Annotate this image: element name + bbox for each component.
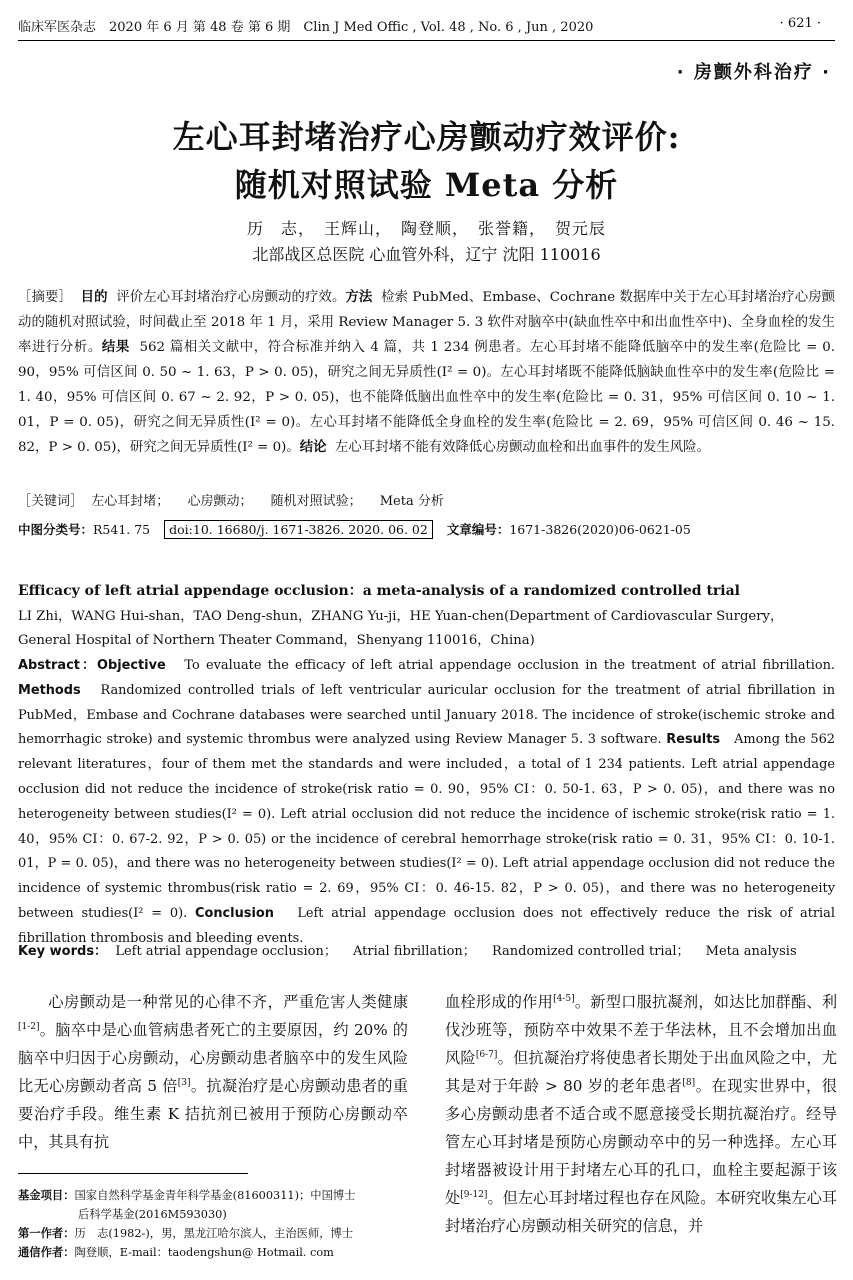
footnote-divider — [18, 1173, 248, 1174]
doi-box: doi:10. 16680/j. 1671-3826. 2020. 06. 02 — [164, 520, 433, 539]
first-author-label: 第一作者： — [18, 1227, 75, 1240]
methods-label: 方法 — [345, 290, 373, 305]
footnote-corresponding-author — [18, 1243, 418, 1262]
objective-text: 评价左心耳封堵治疗心房颤动的疗效。 — [116, 290, 346, 305]
keyword-en: Atrial fibrillation； — [352, 944, 476, 959]
body-text: 。但左心耳封堵过程也存在风险。本研究收集左心耳封堵治疗心房颤动相关研究的信息，并 — [445, 1189, 838, 1235]
citation: [1-2] — [18, 1021, 40, 1032]
objective-label-en: Objective — [97, 658, 166, 673]
results-label-en: Results — [666, 732, 721, 748]
objective-label: 目的 — [80, 290, 108, 305]
objective-text-en: To evaluate the efficacy of left atrial appendage occlusion in the treatment of atrial fibrillation. — [184, 658, 835, 673]
first-author-text: 历 志(1982-)，男，黑龙江哈尔滨人，主治医师，博士 — [74, 1227, 354, 1240]
body-text: 。在现实世界中，很多心房颤动患者不适合或不愿意接受长期抗凝治疗。经导管左心耳封堵是预防心房颤动卒中的另一种选择。左心耳封堵器被设计用于封堵左心耳的孔口，血栓主要起源于该处 — [445, 1077, 837, 1207]
body-text: 血栓形成的作用 — [445, 993, 554, 1011]
corresponding-label: 通信作者： — [18, 1246, 75, 1259]
body-text: 。脑卒中是心血管病患者死亡的主要原因，约 20% 的脑卒中归因于心房颤动，心房颤动患者脑卒中的发生风险比无心房颤动者高 5 倍 — [18, 1021, 408, 1095]
keyword: 心房颤动； — [187, 494, 253, 509]
abstract-label: ［摘要］ — [18, 290, 72, 305]
clc-number: R541. 75 — [93, 522, 151, 537]
body-column-left — [18, 988, 408, 1156]
article-title-line-2: 随机对照试验 Meta 分析 — [234, 166, 619, 204]
keyword-en: Meta analysis — [705, 944, 797, 959]
clc-label: 中图分类号： — [18, 522, 94, 537]
article-number: 1671-3826(2020)06-0621-05 — [509, 522, 691, 537]
keyword-en: Randomized controlled trial； — [491, 944, 690, 959]
body-text: 。但抗凝治疗将使患者长期处于出血风险之中，尤其是对于年龄 > 80 岁的老年患者 — [445, 1049, 838, 1095]
citation: [9-12] — [460, 1189, 488, 1200]
footnote-fund — [18, 1186, 418, 1205]
conclusion-label-en: Conclusion — [195, 905, 274, 921]
results-label: 结果 — [101, 340, 130, 355]
methods-text-en: Randomized controlled trials of left ventricular auricular occlusion for the treatment of atrial fibrillation in PubMed，Embase and Cochrane databases were searched until January 2018. The incidence of stroke(ischemic stroke and hemorrhagic stroke) and systemic thrombus were analyzed using Review Manager 5. 3 software. — [18, 682, 835, 748]
article-number-label: 文章编号： — [446, 522, 510, 537]
corresponding-text: 陶登顺，E-mail：taodengshun@ Hotmail. com — [74, 1246, 334, 1259]
citation: [4-5] — [553, 993, 575, 1004]
keyword: Meta 分析 — [379, 494, 444, 509]
body-text: 。抗凝治疗是心房颤动患者的重要治疗手段。维生素 K 拮抗剂已被用于预防心房颤动卒中，其具有抗 — [18, 1077, 408, 1151]
results-text: 562 篇相关文献中，符合标准并纳入 4 篇，共 1 234 例患者。左心耳封堵不能降低脑卒中的发生率(危险比 = 0. 90，95% 可信区间 0. 50 ~ 1. 63，P > 0. 05)，研究之间无异质性(I² = 0)。左心耳封堵既不能降低脑缺血性卒中的发生率(危险比 = 1. 40，95% 可信区间 0. 67 ~ 2. 92，P > 0. 05)，也不能降低脑出血性卒中的发生率(危险比 = 0. 31，95% 可信区间 0. 10 ~ 1. 01，P = 0. 05)，研究之间无异质性(I² = 0)。左心耳封堵不能降低全身血栓的发生率(危险比 = 2. 69，95% 可信区间 0. 46 ~ 15. 82，P > 0. 05)，研究之间无异质性(I² = 0)。 — [18, 340, 836, 455]
conclusion-text: 左心耳封堵不能有效降低心房颤动血栓和出血事件的发生风险。 — [335, 440, 710, 455]
article-title-line-1: 左心耳封堵治疗心房颤动疗效评价: — [172, 118, 681, 156]
body-text: 心房颤动是一种常见的心律不齐，严重危害人类健康 — [48, 993, 408, 1011]
author-list: 历 志， 王辉山， 陶登顺， 张誉籍， 贺元辰 — [246, 219, 606, 238]
methods-text: 检索 PubMed、Embase、Cochrane 数据库中关于左心耳封堵治疗心房颤动的随机对照试验，时间截止至 2018 年 1 月，采用 Review Manager 5. 3 软件对脑卒中(缺血性卒中和出血性卒中)、全身血栓的发生率进行分析。 — [18, 290, 836, 355]
page-number: · 621 · — [779, 16, 821, 31]
affiliation: 北部战区总医院 心血管外科，辽宁 沈阳 110016 — [252, 245, 601, 264]
citation: [8] — [682, 1077, 696, 1088]
keyword: 随机对照试验； — [270, 494, 362, 509]
journal-info: 临床军医杂志 2020 年 6 月 第 48 卷 第 6 期 Clin J Med Offic , Vol. 48 , No. 6 , Jun , 2020 — [18, 20, 594, 35]
fund-text: 国家自然科学基金青年科学基金(81600311)；中国博士 — [74, 1189, 356, 1202]
section-tag: · 房颤外科治疗 · — [676, 62, 831, 83]
conclusion-text-en: Left atrial appendage occlusion does not effectively reduce the risk of atrial fibrillation thrombosis and bleeding events. — [18, 905, 835, 946]
footnotes — [18, 1186, 418, 1262]
english-abstract — [18, 654, 835, 952]
footnote-fund-continued: 后科学基金(2016M593030) — [78, 1208, 227, 1221]
chinese-keywords — [18, 490, 458, 509]
english-keywords — [18, 940, 809, 959]
keyword-en: Left atrial appendage occlusion； — [115, 944, 337, 959]
running-header — [18, 12, 835, 41]
english-authors: LI Zhi，WANG Hui-shan，TAO Deng-shun，ZHANG Yu-ji，HE Yuan-chen(Department of Cardiovascular Surgery，General Hospital of Northern Theater Command，Shenyang 110016，China) — [18, 609, 784, 648]
body-column-right — [445, 988, 837, 1240]
english-title: Efficacy of left atrial appendage occlusion：a meta-analysis of a randomized controlled trial — [18, 583, 741, 599]
conclusion-label: 结论 — [299, 440, 327, 455]
results-text-en: Among the 562 relevant literatures，four of them met the standards and were included，a total of 1 234 patients. Left atrial appendage occlusion did not reduce the incidence of stroke(risk ratio = 0. 90，95% CI：0. 50-1. 63，P > 0. 05)，and there was no heterogeneity between studies(I² = 0). Left atrial occlusion did not reduce the incidence of ischemic stroke(risk ratio = 1. 40，95% CI：0. 67-2. 92，P > 0. 05) or the incidence of cerebral hemorrhage stroke(risk ratio = 0. 31，95% CI：0. 10-1. 01，P = 0. 05)，and there was no heterogeneity between studies(I² = 0). Left atrial appendage occlusion did not reduce the incidence of systemic thrombus(risk ratio = 2. 69，95% CI：0. 46-15. 82，P > 0. 05)，and there was no heterogeneity between studies(I² = 0). — [18, 732, 836, 921]
body-text: 。新型口服抗凝剂，如达比加群酯、利伐沙班等，预防卒中效果不差于华法林，且不会增加出血风险 — [445, 993, 838, 1067]
citation: [3] — [177, 1077, 191, 1088]
citation: [6-7] — [475, 1049, 498, 1060]
keyword: 左心耳封堵； — [91, 494, 170, 509]
keywords-label: ［关键词］ — [18, 494, 84, 509]
footnote-first-author — [18, 1224, 418, 1243]
classification-line — [18, 520, 691, 538]
keywords-label-en: Key words： — [18, 944, 108, 959]
methods-label-en: Methods — [18, 682, 81, 698]
fund-label: 基金项目： — [18, 1189, 75, 1202]
abstract-label-en: Abstract： — [18, 658, 98, 673]
chinese-abstract — [18, 285, 835, 460]
